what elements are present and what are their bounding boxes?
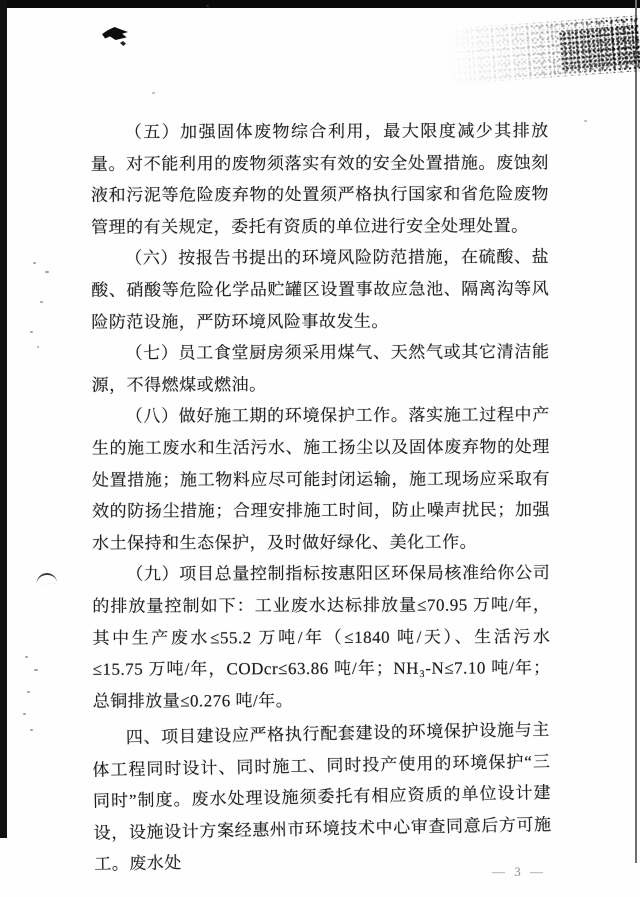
scan-speckle bbox=[30, 729, 33, 731]
ink-blob-top-left bbox=[102, 27, 128, 40]
paragraph-section-4: 四、项目建设应严格执行配套建设的环境保护设施与主体工程同时设计、同时施工、同时投产使用的环境保护“三同时”制度。废水处理设施须委托有相应资质的单位设计建设，设施设计方案经惠州市环境技术中心审查同意后方可施工。废水处 bbox=[92, 720, 552, 875]
scan-border-left bbox=[0, 0, 7, 838]
scan-speckle bbox=[584, 120, 587, 122]
scan-smudge-core bbox=[558, 25, 640, 72]
ink-blob-tail bbox=[120, 41, 126, 46]
scan-speckle bbox=[25, 656, 28, 658]
page-number: — 3 — bbox=[492, 864, 546, 879]
scan-speckle bbox=[37, 346, 39, 348]
paragraph-item-5: （五）加强固体废物综合利用，最大限度减少其排放量。对不能利用的废物须落实有效的安全处置措施。废蚀刻液和污泥等危险废弃物的处置须严格执行国家和省危险废物管理的有关规定，委托有资质的单位进行安全处理处置。 bbox=[90, 121, 549, 237]
paragraph-item-7: （七）员工食堂厨房须采用煤气、天然气或其它清洁能源，不得燃煤或燃油。 bbox=[91, 342, 550, 395]
paragraph-item-6: （六）按报告书提出的环境风险防范措施，在硫酸、盐酸、硝酸等危险化学品贮罐区设置事故应急池、隔离沟等风险防范设施，严防环境风险事故发生。 bbox=[91, 247, 550, 332]
scan-speckle bbox=[33, 262, 36, 264]
scan-edge-right bbox=[635, 0, 637, 863]
scan-speckle bbox=[30, 331, 33, 333]
scan-speckle bbox=[45, 271, 49, 273]
scan-border-top bbox=[0, 0, 640, 8]
paragraph-item-9: （九）项目总量控制指标按惠阳区环保局核准给你公司的排放量控制如下：工业废水达标排放量≤70.95 万吨/年，其中生产废水≤55.2 万吨/年（≤1840 吨/天）、生活污水≤15.75 万吨/年，CODcr≤63.86 吨/年；NH₃-N≤7.10 吨/年；总铜排放量≤0.276 吨/年。 bbox=[92, 563, 551, 711]
scan-speckle bbox=[34, 669, 38, 671]
scan-speckle bbox=[27, 691, 30, 693]
margin-pen-arc-mark bbox=[36, 572, 58, 585]
scan-speckle bbox=[40, 301, 43, 303]
paragraph-item-8: （八）做好施工期的环境保护工作。落实施工过程中产生的施工废水和生活污水、施工扬尘以及固体废弃物的处理处置措施；施工物料应尽可能封闭运输，施工现场应采取有效的防扬尘措施；合理安排施工时间，防止噪声扰民；加强水土保持和生态保护，及时做好绿化、美化工作。 bbox=[91, 405, 551, 553]
scan-speckle bbox=[206, 5, 209, 7]
document-body bbox=[91, 115, 552, 881]
scan-speckle bbox=[23, 713, 26, 715]
scan-speckle bbox=[152, 92, 155, 94]
